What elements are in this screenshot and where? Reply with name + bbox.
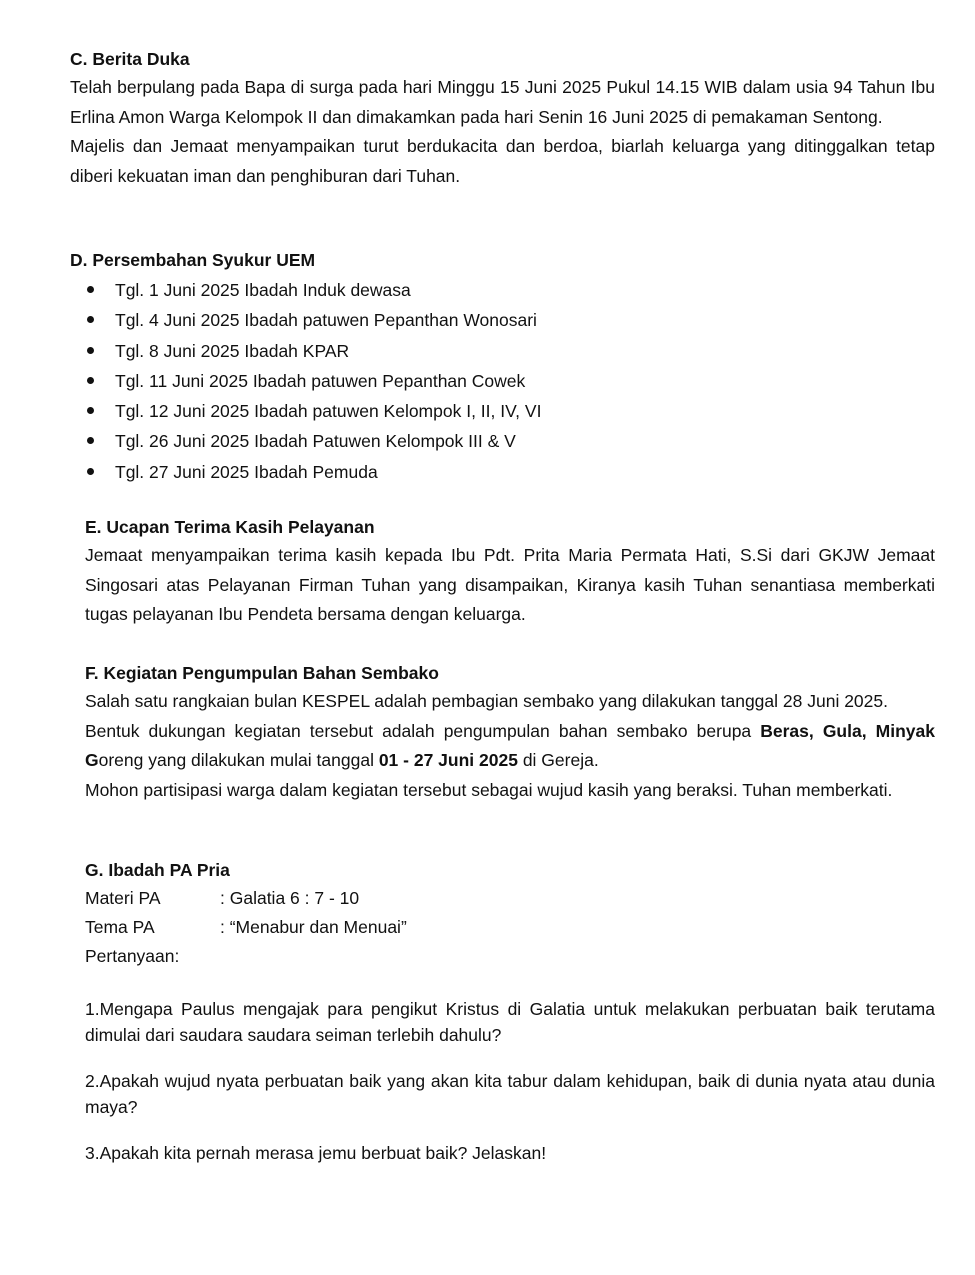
- section-heading: E. Ucapan Terima Kasih Pelayanan: [85, 517, 375, 537]
- text-run: di Gereja.: [517, 750, 599, 770]
- materi-value: : Galatia 6 : 7 - 10: [220, 888, 360, 908]
- list-item: Tgl. 12 Juni 2025 Ibadah patuwen Kelompok I, II, IV, VI: [70, 396, 935, 426]
- question-1: 1.Mengapa Paulus mengajak para pengikut Kristus di Galatia untuk melakukan perbuatan baik terutama dimulai dari saudara saudara seiman terlebih dahulu?: [85, 998, 935, 1045]
- section-ibadah-pa-pria: [85, 856, 935, 1166]
- section-persembahan-syukur: [70, 246, 935, 487]
- text-run: oreng yang dilakukan mulai tanggal: [98, 750, 379, 770]
- list-item: Tgl. 1 Juni 2025 Ibadah Induk dewasa: [70, 275, 935, 305]
- paragraph: Majelis dan Jemaat menyampaikan turut berdukacita dan berdoa, biarlah keluarga yang ditinggalkan tetap diberi kekuatan iman dan penghiburan dari Tuhan.: [70, 136, 935, 186]
- tema-row: [85, 913, 935, 942]
- section-berita-duka: [70, 45, 935, 191]
- pertanyaan-label: Pertanyaan:: [85, 946, 180, 966]
- bold-text-run: 01 - 27 Juni 2025: [378, 750, 518, 770]
- bullet-list: [70, 275, 935, 487]
- list-item: Tgl. 11 Juni 2025 Ibadah patuwen Pepanthan Cowek: [70, 366, 935, 396]
- list-item: Tgl. 4 Juni 2025 Ibadah patuwen Pepanthan Wonosari: [70, 305, 935, 335]
- section-pengumpulan-sembako: [85, 659, 935, 805]
- paragraph: Jemaat menyampaikan terima kasih kepada Ibu Pdt. Prita Maria Permata Hati, S.Si dari GKJW Jemaat Singosari atas Pelayanan Firman Tuhan yang disampaikan, Kiranya kasih Tuhan senantiasa memberkati tugas pelayanan Ibu Pendeta bersama dengan keluarga.: [85, 545, 935, 624]
- section-heading: F. Kegiatan Pengumpulan Bahan Sembako: [85, 663, 439, 683]
- list-item: Tgl. 27 Juni 2025 Ibadah Pemuda: [70, 457, 935, 487]
- list-item: Tgl. 26 Juni 2025 Ibadah Patuwen Kelompok III & V: [70, 426, 935, 456]
- list-item: Tgl. 8 Juni 2025 Ibadah KPAR: [70, 336, 935, 366]
- text-run: Bentuk dukungan kegiatan tersebut adalah pengumpulan bahan sembako berupa: [85, 720, 761, 741]
- bold-text-run: Beras, Gula, Minyak G: [85, 720, 935, 770]
- materi-row: [85, 884, 935, 913]
- question-3: 3.Apakah kita pernah merasa jemu berbuat baik? Jelaskan!: [85, 1142, 547, 1163]
- question-2: 2.Apakah wujud nyata perbuatan baik yang akan kita tabur dalam kehidupan, baik di dunia nyata atau dunia maya?: [85, 1070, 935, 1117]
- tema-label: Tema PA: [85, 917, 155, 937]
- paragraph: Mohon partisipasi warga dalam kegiatan tersebut sebagai wujud kasih yang beraksi. Tuhan memberkati.: [85, 779, 893, 800]
- paragraph: [85, 717, 935, 776]
- tema-value: : “Menabur dan Menuai”: [220, 917, 407, 937]
- materi-label: Materi PA: [85, 888, 161, 908]
- section-ucapan-terima-kasih: [85, 513, 935, 630]
- section-heading: G. Ibadah PA Pria: [85, 860, 230, 880]
- section-heading: D. Persembahan Syukur UEM: [70, 250, 316, 270]
- paragraph: Salah satu rangkaian bulan KESPEL adalah pembagian sembako yang dilakukan tanggal 28 Juni 2025.: [85, 691, 888, 711]
- paragraph: Telah berpulang pada Bapa di surga pada hari Minggu 15 Juni 2025 Pukul 14.15 WIB dalam usia 94 Tahun Ibu Erlina Amon Warga Kelompok II dan dimakamkan pada hari Senin 16 Juni 2025 di pemakaman Sentong.: [70, 77, 935, 127]
- section-heading: C. Berita Duka: [70, 49, 190, 69]
